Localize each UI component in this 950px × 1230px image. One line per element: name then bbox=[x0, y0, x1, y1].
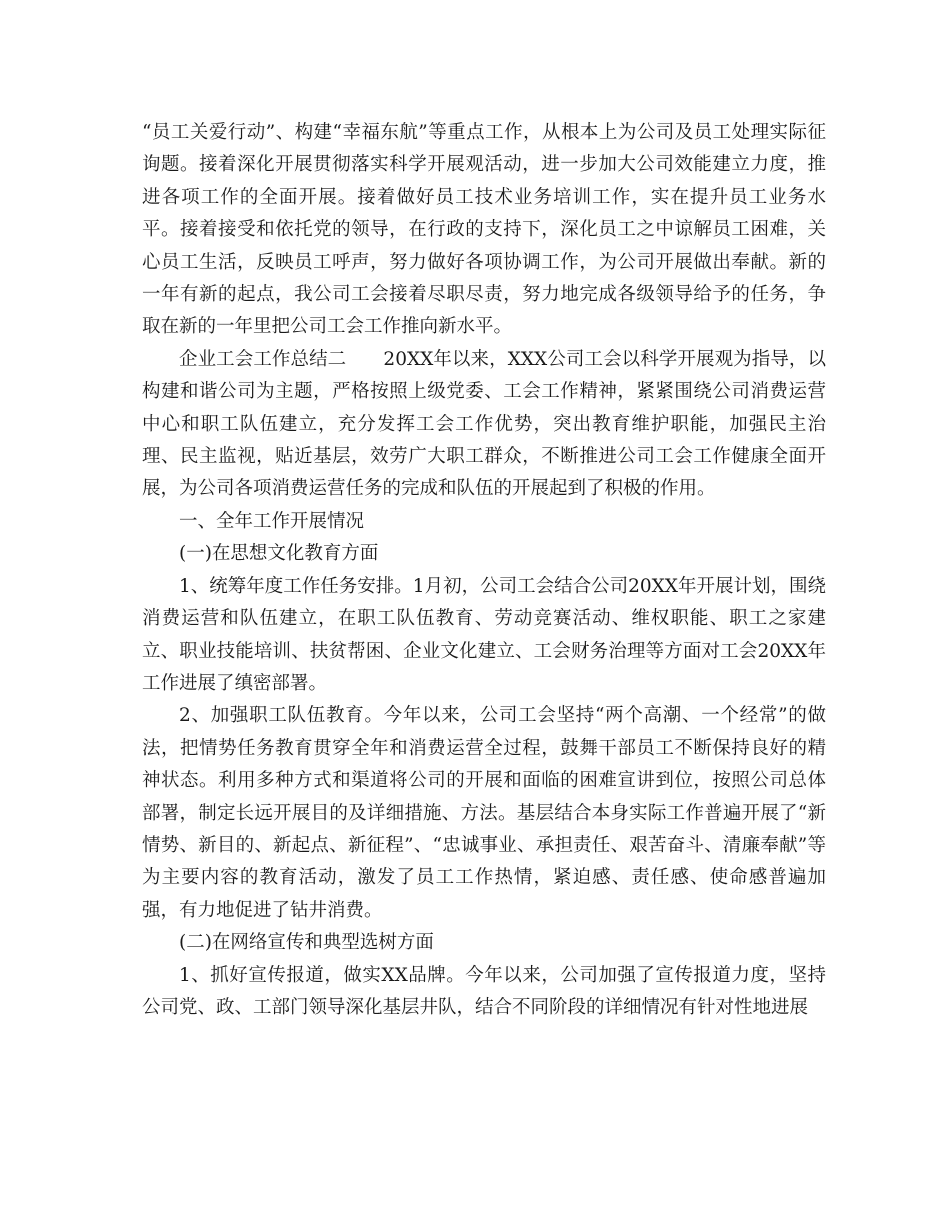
paragraph-intro-continuation: “员工关爱行动”、构建“幸福东航”等重点工作，从根本上为公司及员工处理实际征询题。接着深化开展贯彻落实科学开展观活动，进一步加大公司效能建立力度，推进各项工作的全面开展。接着做好员工技术业务培训工作，实在提升员工业务水平。接着接受和依托党的领导，在行政的支持下，深化员工之中谅解员工困难，关心员工生活，反映员工呼声，努力做好各项协调工作，为公司开展做出奉献。新的一年有新的起点，我公司工会接着尽职尽责，努力地完成各级领导给予的任务，争取在新的一年里把公司工会工作推向新水平。 bbox=[142, 122, 826, 338]
section-heading-annual-work: 一、全年工作开展情况 bbox=[179, 510, 365, 532]
paragraph-summary-two: 企业工会工作总结二 20XX年以来，XXX公司工会以科学开展观为指导，以构建和谐公司为主题，严格按照上级党委、工会工作精神，紧紧围绕公司消费运营中心和职工队伍建立，充分发挥工会工作优势，突出教育维护职能，加强民主治理、民主监视，贴近基层，效劳广大职工群众，不断推进公司工会工作健康全面开展，为公司各项消费运营任务的完成和队伍的开展起到了积极的作用。 bbox=[142, 348, 826, 500]
paragraph-annual-plan: 1、统筹年度工作任务安排。1月初，公司工会结合公司20XX年开展计划，围绕消费运营和队伍建立，在职工队伍教育、劳动竞赛活动、维权职能、职工之家建立、职业技能培训、扶贫帮困、企业文化建立、工会财务治理等方面对工会20XX年工作进展了缜密部署。 bbox=[142, 575, 826, 694]
paragraph-workforce-education: 2、加强职工队伍教育。今年以来，公司工会坚持“两个高潮、一个经常”的做法，把情势任务教育贯穿全年和消费运营全过程，鼓舞干部员工不断保持良好的精神状态。利用多种方式和渠道将公司的开展和面临的困难宣讲到位，按照公司总体部署，制定长远开展目的及详细措施、方法。基层结合本身实际工作普遍开展了“新情势、新目的、新起点、新征程”、“忠诚事业、承担责任、艰苦奋斗、清廉奉献”等为主要内容的教育活动，激发了员工工作热情，紧迫感、责任感、使命感普遍加强，有力地促进了钻井消费。 bbox=[142, 705, 826, 921]
subsection-heading-ideology-education: (一)在思想文化教育方面 bbox=[179, 543, 379, 565]
subsection-heading-publicity: (二)在网络宣传和典型选树方面 bbox=[179, 932, 434, 954]
document-body bbox=[142, 117, 826, 1024]
paragraph-publicity-reporting: 1、抓好宣传报道，做实XX品牌。今年以来，公司加强了宣传报道力度，坚持公司党、政、工部门领导深化基层井队，结合不同阶段的详细情况有针对性地进展 bbox=[142, 964, 826, 1018]
